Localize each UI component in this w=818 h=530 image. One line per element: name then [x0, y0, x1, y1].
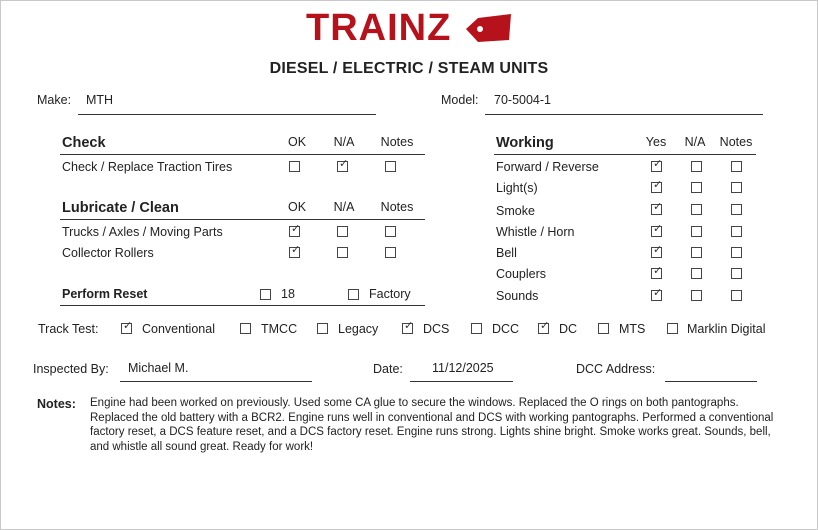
track-tmcc-checkbox[interactable]	[240, 323, 251, 334]
lights-na-checkbox[interactable]	[691, 182, 702, 193]
lubricate-col-na: N/A	[333, 200, 355, 214]
date-underline	[410, 381, 513, 382]
sounds-na-checkbox[interactable]	[691, 290, 702, 301]
perform-reset-label: Perform Reset	[62, 287, 148, 301]
working-item-bell: Bell	[496, 246, 517, 260]
lights-notes-checkbox[interactable]	[731, 182, 742, 193]
bell-notes-checkbox[interactable]	[731, 247, 742, 258]
rollers-ok-checkbox[interactable]: ✓	[291, 244, 301, 256]
inspected-by-field[interactable]: Michael M.	[128, 361, 189, 375]
forward-reverse-yes-checkbox[interactable]: ✓	[653, 158, 663, 170]
traction-tires-na-checkbox[interactable]: ✓	[339, 158, 349, 170]
make-label: Make:	[37, 93, 72, 107]
model-underline	[485, 114, 763, 115]
check-item-traction-tires: Check / Replace Traction Tires	[62, 160, 233, 174]
reset-factory-checkbox[interactable]	[348, 289, 359, 300]
reset-factory-label: Factory	[369, 287, 411, 301]
smoke-na-checkbox[interactable]	[691, 204, 702, 215]
track-dc-label: DC	[559, 322, 578, 336]
working-item-couplers: Couplers	[496, 267, 547, 281]
track-mts-label: MTS	[619, 322, 646, 336]
track-conventional-label: Conventional	[142, 322, 215, 336]
lubricate-item-trucks: Trucks / Axles / Moving Parts	[62, 225, 223, 239]
lubricate-col-notes: Notes	[380, 200, 414, 214]
model-field[interactable]: 70-5004-1	[494, 93, 551, 107]
make-field[interactable]: MTH	[86, 93, 114, 107]
whistle-horn-yes-checkbox[interactable]: ✓	[653, 223, 663, 235]
track-marklin-label: Marklin Digital	[687, 322, 766, 336]
track-legacy-checkbox[interactable]	[317, 323, 328, 334]
working-item-forward-reverse: Forward / Reverse	[496, 160, 599, 174]
track-legacy-label: Legacy	[338, 322, 379, 336]
check-divider	[60, 154, 425, 155]
working-item-whistle-horn: Whistle / Horn	[496, 225, 575, 239]
dcc-address-underline	[665, 381, 757, 382]
form-title: DIESEL / ELECTRIC / STEAM UNITS	[269, 60, 549, 77]
trucks-na-checkbox[interactable]	[337, 226, 348, 237]
reset-divider	[60, 305, 425, 306]
working-item-sounds: Sounds	[496, 289, 539, 303]
lights-yes-checkbox[interactable]: ✓	[653, 179, 663, 191]
forward-reverse-notes-checkbox[interactable]	[731, 161, 742, 172]
working-col-na: N/A	[684, 135, 706, 149]
trucks-notes-checkbox[interactable]	[385, 226, 396, 237]
couplers-na-checkbox[interactable]	[691, 268, 702, 279]
whistle-horn-notes-checkbox[interactable]	[731, 226, 742, 237]
track-conventional-checkbox[interactable]: ✓	[123, 320, 133, 332]
date-label: Date:	[373, 362, 403, 376]
track-tmcc-label: TMCC	[261, 322, 298, 336]
check-heading: Check	[62, 135, 106, 151]
working-col-notes: Notes	[719, 135, 753, 149]
notes-text: Engine had been worked on previously. Used some CA glue to secure the windows. Replaced the O rings on both pantographs. Replaced the old battery with a BCR2. Engine runs well in conventional and DCS with working pantographs. Performed a conventional factory reset, a DCS feature reset, and a DCS factory reset. Engine runs strong. Lights shine bright. Smoke works great. Sounds, bell, and whistle all sound great. Ready for work!	[90, 397, 774, 453]
traction-tires-ok-checkbox[interactable]	[289, 161, 300, 172]
reset-18-label: 18	[281, 287, 295, 301]
forward-reverse-na-checkbox[interactable]	[691, 161, 702, 172]
traction-tires-notes-checkbox[interactable]	[385, 161, 396, 172]
logo-text: TRAINZ	[306, 7, 452, 49]
check-col-ok: OK	[287, 135, 307, 149]
inspected-underline	[120, 381, 312, 382]
check-col-na: N/A	[333, 135, 355, 149]
track-dcs-label: DCS	[423, 322, 450, 336]
working-item-lights: Light(s)	[496, 181, 538, 195]
check-col-notes: Notes	[380, 135, 414, 149]
track-dcs-checkbox[interactable]: ✓	[404, 320, 414, 332]
bell-na-checkbox[interactable]	[691, 247, 702, 258]
trucks-ok-checkbox[interactable]: ✓	[291, 223, 301, 235]
lubricate-item-rollers: Collector Rollers	[62, 246, 154, 260]
lubricate-heading: Lubricate / Clean	[62, 200, 179, 216]
working-heading: Working	[496, 135, 554, 151]
track-dcc-checkbox[interactable]	[471, 323, 482, 334]
track-mts-checkbox[interactable]	[598, 323, 609, 334]
notes-label: Notes:	[37, 397, 76, 411]
sounds-yes-checkbox[interactable]: ✓	[653, 287, 663, 299]
smoke-notes-checkbox[interactable]	[731, 204, 742, 215]
working-divider	[494, 154, 756, 155]
rollers-na-checkbox[interactable]	[337, 247, 348, 258]
couplers-yes-checkbox[interactable]: ✓	[653, 265, 663, 277]
lubricate-col-ok: OK	[287, 200, 307, 214]
model-label: Model:	[441, 93, 479, 107]
track-dcc-label: DCC	[492, 322, 520, 336]
working-col-yes: Yes	[645, 135, 667, 149]
date-field[interactable]: 11/12/2025	[432, 361, 494, 375]
track-test-label: Track Test:	[38, 322, 99, 336]
working-item-smoke: Smoke	[496, 204, 535, 218]
dcc-address-label: DCC Address:	[576, 362, 656, 376]
sounds-notes-checkbox[interactable]	[731, 290, 742, 301]
bell-yes-checkbox[interactable]: ✓	[653, 244, 663, 256]
couplers-notes-checkbox[interactable]	[731, 268, 742, 279]
make-underline	[78, 114, 376, 115]
track-dc-checkbox[interactable]: ✓	[540, 320, 550, 332]
trainz-logo	[306, 8, 516, 48]
reset-18-checkbox[interactable]	[260, 289, 271, 300]
lubricate-divider	[60, 219, 425, 220]
smoke-yes-checkbox[interactable]: ✓	[653, 201, 663, 213]
inspected-by-label: Inspected By:	[33, 362, 109, 376]
whistle-horn-na-checkbox[interactable]	[691, 226, 702, 237]
rollers-notes-checkbox[interactable]	[385, 247, 396, 258]
price-tag-icon	[456, 12, 512, 46]
track-marklin-checkbox[interactable]	[667, 323, 678, 334]
